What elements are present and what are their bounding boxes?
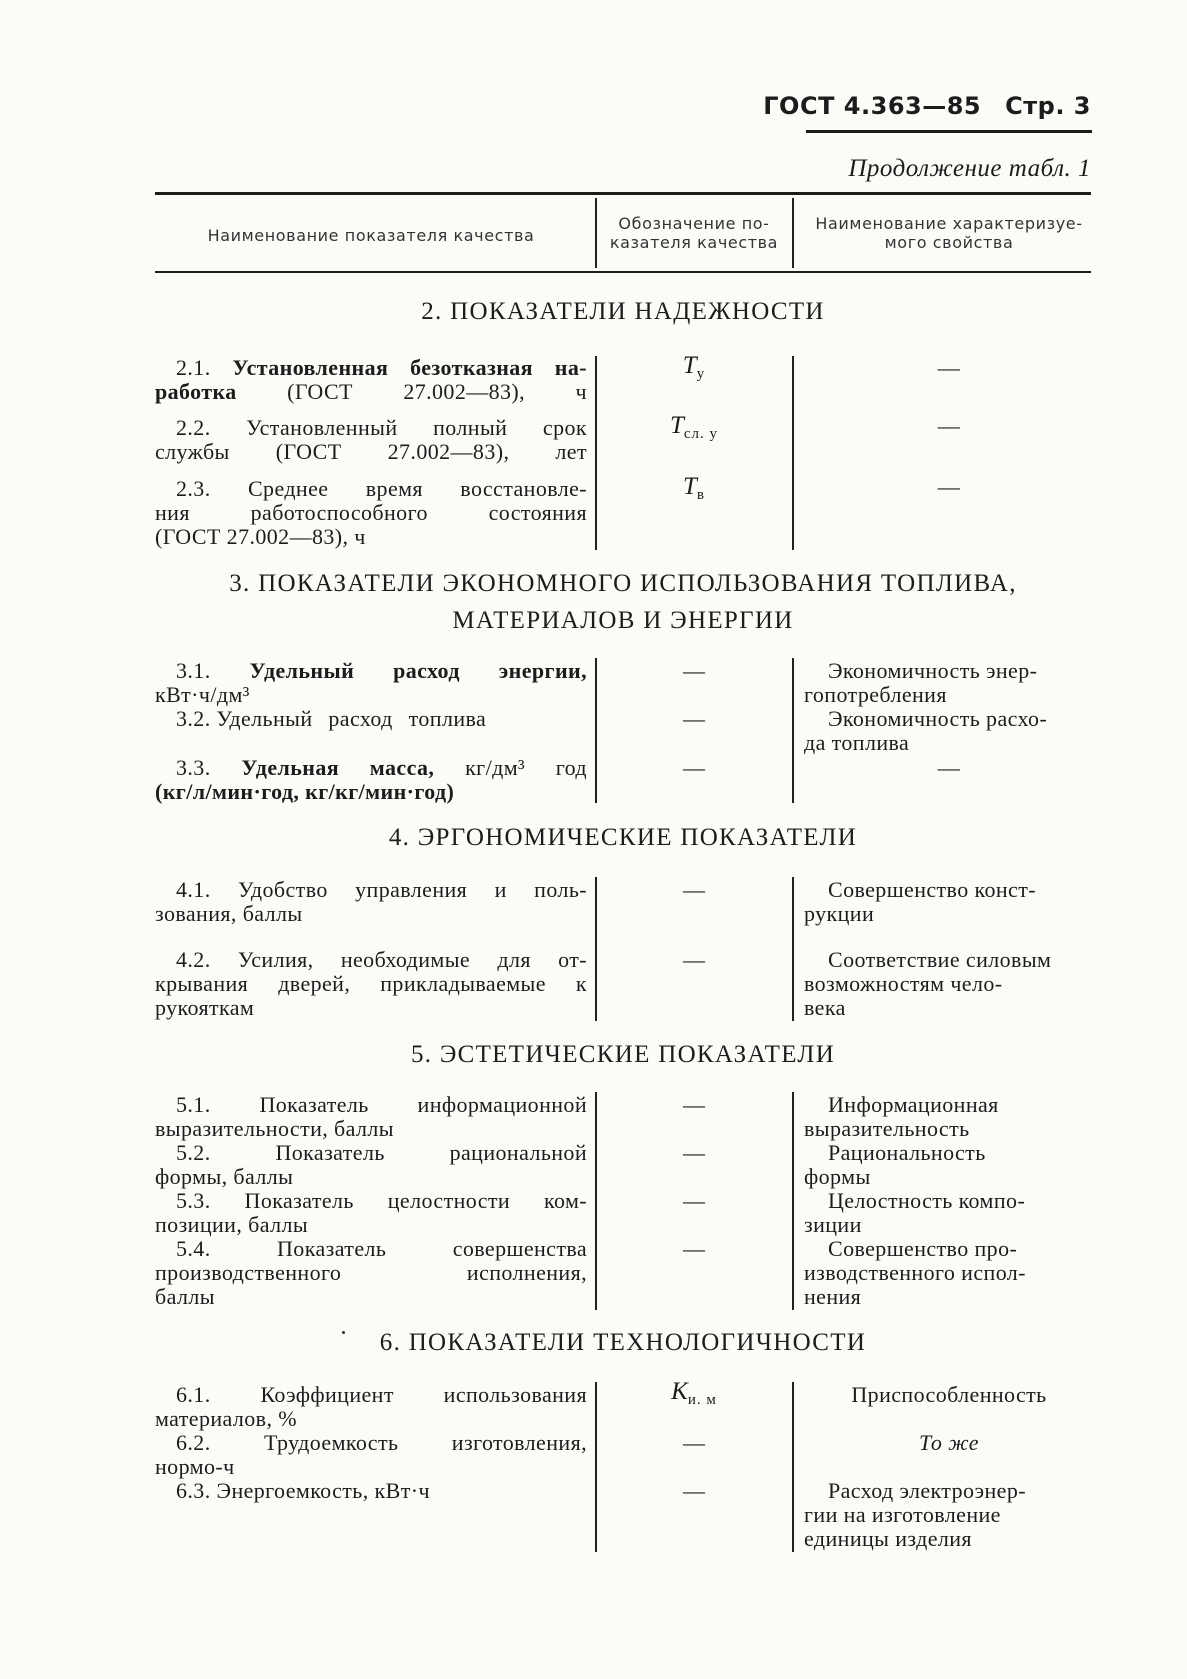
row-3-2-symbol: — (683, 706, 705, 731)
row-2-3-property: — (937, 474, 961, 499)
document-id: ГОСТ 4.363—85 (763, 92, 982, 120)
section-3-title-line-2: МАТЕРИАЛОВ И ЭНЕРГИИ (452, 607, 794, 634)
row-5-1-property: Информационная выразительность (804, 1092, 999, 1141)
section-2-divider-2 (792, 356, 794, 550)
section-4-title: 4. ЭРГОНОМИЧЕСКИЕ ПОКАЗАТЕЛИ (388, 824, 858, 851)
section-6-divider-2 (792, 1382, 794, 1552)
row-5-1-symbol: — (683, 1092, 705, 1117)
row-2-1-name: 2.1. Установленная безотказная на- работка (ГОСТ 27.002—83), ч (155, 355, 587, 404)
page-number: Стр. 3 (1005, 92, 1091, 120)
row-6-1-symbol: $K_{и. м}$ (671, 1378, 717, 1408)
section-4-divider-2 (792, 877, 794, 1021)
row-5-3-property: Целостность компо- зиции (804, 1188, 1026, 1237)
section-2-title: 2. ПОКАЗАТЕЛИ НАДЕЖНОСТИ (421, 298, 825, 325)
column-header-name: Наименование показателя качества (207, 226, 535, 245)
row-3-3-name: 3.3. Удельная масса, кг/дм³ год (кг/л/мин·год, кг/кг/мин·год) (155, 755, 587, 804)
row-6-1-property: Приспособленность (851, 1382, 1047, 1407)
row-4-1-symbol: — (683, 877, 705, 902)
row-6-3-symbol: — (683, 1478, 705, 1503)
row-3-1-symbol: — (683, 658, 705, 683)
section-5-divider-2 (792, 1092, 794, 1310)
row-5-2-name: 5.2. Показатель рациональной формы, баллы (155, 1140, 587, 1189)
row-3-3-property: — (937, 755, 961, 780)
row-5-1-name: 5.1. Показатель информационной выразительности, баллы (155, 1092, 588, 1141)
row-5-3-symbol: — (683, 1188, 705, 1213)
section-3-divider-2 (792, 658, 794, 803)
row-5-4-property: Совершенство про- изводственного испол- нения (804, 1236, 1026, 1309)
section-6-title: 6. ПОКАЗАТЕЛИ ТЕХНОЛОГИЧНОСТИ (379, 1329, 867, 1356)
row-6-3-name: 6.3. Энергоемкость, кВт·ч (176, 1478, 430, 1503)
row-6-2-symbol: — (683, 1430, 705, 1455)
row-2-3-symbol: $T_в$ (683, 473, 705, 503)
column-header-symbol: Обозначение по- казателя качества (609, 214, 779, 252)
row-6-2-name: 6.2. Трудоемкость изготовления, нормо-ч (155, 1430, 587, 1479)
section-5-title: 5. ЭСТЕТИЧЕСКИЕ ПОКАЗАТЕЛИ (410, 1041, 836, 1068)
row-6-1-name: 6.1. Коэффициент использования материалов, % (155, 1382, 587, 1431)
row-4-2-name: 4.2. Усилия, необходимые для от- крывания дверей, прикладываемые к рукояткам (155, 947, 587, 1020)
header-divider-2 (792, 198, 794, 268)
row-3-3-symbol: — (683, 755, 705, 780)
table-top-rule (155, 192, 1091, 195)
row-5-3-name: 5.3. Показатель целостности ком- позиции, баллы (155, 1188, 588, 1237)
table-header-rule (155, 271, 1091, 273)
document-header (763, 92, 1091, 120)
row-2-2-symbol: $T_{сл. у}$ (669, 412, 719, 442)
row-3-1-property: Экономичность энер- гопотребления (804, 658, 1038, 707)
header-divider-1 (595, 198, 597, 268)
row-4-2-property: Соответствие силовым возможностям чело- века (804, 947, 1052, 1020)
table-continuation-label: Продолжение табл. 1 (848, 155, 1091, 182)
row-4-1-property: Совершенство конст- рукции (804, 877, 1036, 926)
row-3-2-name: 3.2. Удельный расход топлива (176, 706, 487, 731)
row-2-2-property: — (937, 413, 961, 438)
header-rule (806, 130, 1092, 133)
row-4-2-symbol: — (683, 947, 705, 972)
row-2-1-property: — (937, 355, 961, 380)
row-5-2-property: Рациональность формы (804, 1140, 986, 1189)
row-6-3-property: Расход электроэнер- гии на изготовление единицы изделия (804, 1478, 1026, 1551)
row-3-1-name: 3.1. Удельный расход энергии, кВт·ч/дм³ (155, 658, 587, 707)
row-5-2-symbol: — (683, 1140, 705, 1165)
row-6-2-property: То же (919, 1430, 979, 1455)
row-2-1-symbol: $T_у$ (682, 352, 706, 382)
row-5-4-name: 5.4. Показатель совершенства производственного исполнения, баллы (155, 1236, 587, 1309)
row-3-2-property: Экономичность расхо- да топлива (804, 706, 1048, 755)
row-2-3-name: 2.3. Среднее время восстановле- ния работоспособного состояния (ГОСТ 27.002—83), ч (155, 476, 588, 549)
row-4-1-name: 4.1. Удобство управления и поль- зования, баллы (155, 877, 588, 926)
section-3-title-line-1: 3. ПОКАЗАТЕЛИ ЭКОНОМНОГО ИСПОЛЬЗОВАНИЯ ТОПЛИВА, (229, 570, 1017, 597)
column-header-property: Наименование характеризуе- мого свойства (815, 214, 1083, 252)
row-5-4-symbol: — (683, 1236, 705, 1261)
row-2-2-name: 2.2. Установленный полный срок службы (ГОСТ 27.002—83), лет (155, 415, 587, 464)
